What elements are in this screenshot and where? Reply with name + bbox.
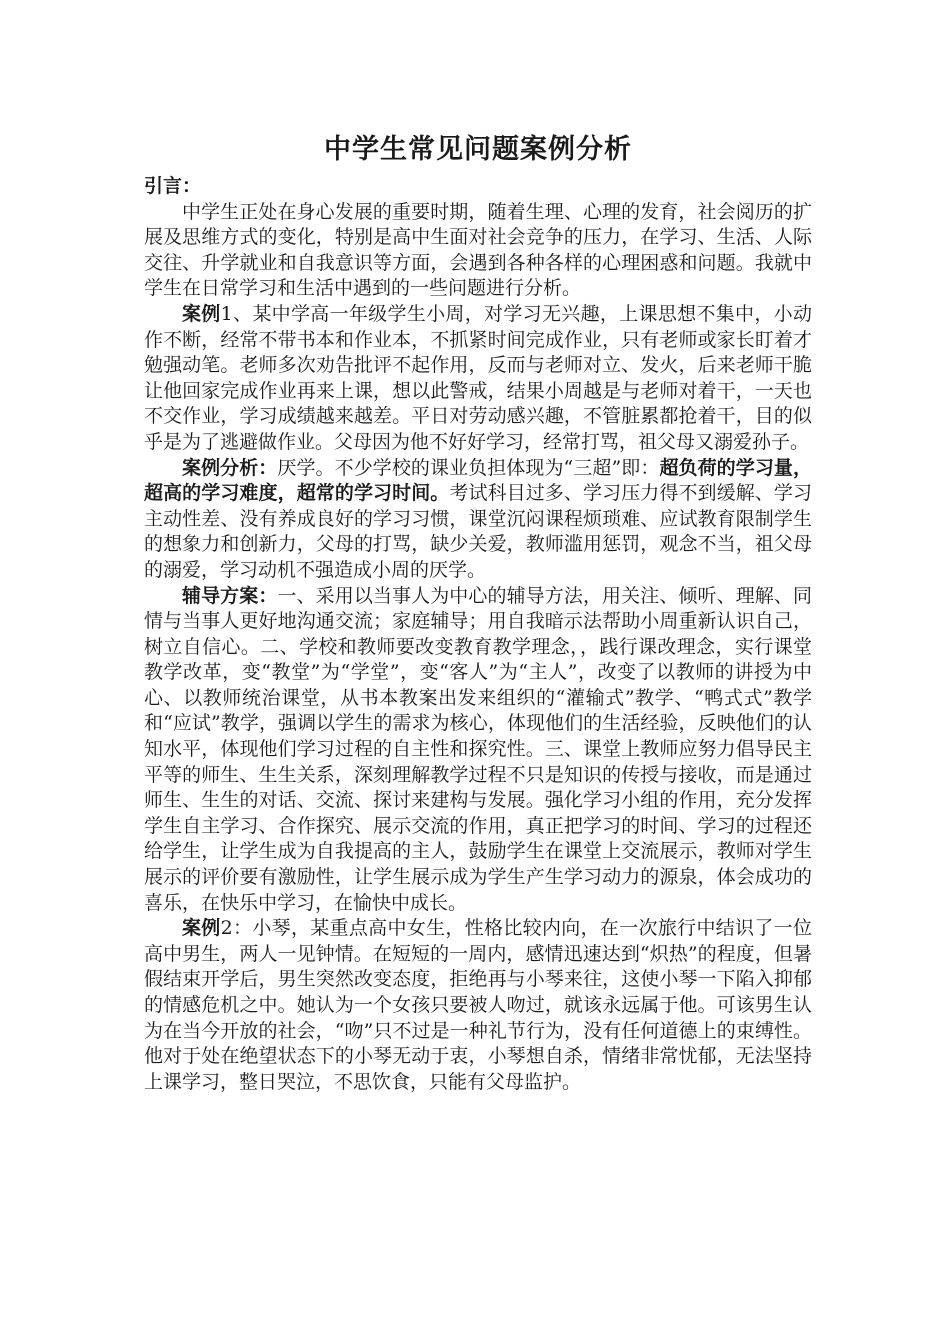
analysis-text-b: 考试科目过多、学习压力得不到缓解、学习主动性差、没有养成良好的学习习惯，课堂沉闷课程烦琐难、应试教育限制学生的想象力和创新力，父母的打骂，缺少关爱，教师滥用惩罚，观念不当，祖父母的溺爱，学习动机不强造成小周的厌学。 bbox=[144, 482, 812, 581]
analysis-label: 案例分析： bbox=[182, 456, 278, 479]
document-page bbox=[144, 130, 812, 1095]
case1-paragraph bbox=[144, 302, 812, 456]
plan-text: 一、采用以当事人为中心的辅导方法，用关注、倾听、理解、同情与当事人更好地沟通交流；家庭辅导；用自我暗示法帮助小周重新认识自己，树立自信心。二、学校和教师要改变教育教学理念，，践行课改理念，实行课堂教学改革，变“教堂”为“学堂”，变“客人”为“主人”，改变了以教师的讲授为中心、以教师统治课堂，从书本教案出发来组织的“灌输式”教学、“鸭式式”教学和“应试”教学，强调以学生的需求为核心，体现他们的生活经验，反映他们的认知水平，体现他们学习过程的自主性和探究性。三、课堂上教师应努力倡导民主平等的师生、生生关系，深刻理解教学过程不只是知识的传授与接收，而是通过师生、生生的对话、交流、探讨来建构与发展。强化学习小组的作用，充分发挥学生自主学习、合作探究、展示交流的作用，真正把学习的时间、学习的过程还给学生，让学生成为自我提高的主人，鼓励学生在课堂上交流展示，教师对学生展示的评价要有激励性，让学生展示成为学生产生学习动力的源泉，体会成功的喜乐，在快乐中学习，在愉快中成长。 bbox=[144, 584, 812, 914]
analysis-text-a: 厌学。不少学校的课业负担体现为“三超”即： bbox=[277, 456, 660, 479]
analysis-bold-text: 超负荷的学习量，超高的学习难度，超常的学习时间。 bbox=[144, 456, 812, 505]
case2-paragraph bbox=[144, 916, 812, 1095]
case2-label: 案例 bbox=[182, 917, 221, 940]
intro-paragraph: 中学生正处在身心发展的重要时期，随着生理、心理的发育，社会阅历的扩展及思维方式的变化，特别是高中生面对社会竞争的压力，在学习、生活、人际交往、升学就业和自我意识等方面，会遇到各种各样的心理困惑和问题。我就中学生在日常学习和生活中遇到的一些问题进行分析。 bbox=[144, 200, 812, 300]
plan-label: 辅导方案： bbox=[182, 584, 278, 607]
intro-label: 引言： bbox=[144, 175, 202, 197]
case1-text: 1、某中学高一年级学生小周，对学习无兴趣，上课思想不集中，小动作不断，经常不带书本和作业本，不抓紧时间完成作业，只有老师或家长盯着才勉强动笔。老师多次劝告批评不起作用，反而与老师对立、发火，后来老师干脆让他回家完成作业再来上课，想以此警戒，结果小周越是与老师对着干，一天也不交作业，学习成绩越来越差。平日对劳动感兴趣，不管脏累都抢着干，目的似乎是为了逃避做作业。父母因为他不好好学习，经常打骂，祖父母又溺爱孙子。 bbox=[144, 302, 812, 453]
plan-paragraph bbox=[144, 584, 812, 917]
analysis-paragraph bbox=[144, 456, 812, 584]
case1-label: 案例 bbox=[182, 302, 221, 325]
document-title: 中学生常见问题案例分析 bbox=[324, 134, 632, 165]
case2-text: 2：小琴，某重点高中女生，性格比较内向，在一次旅行中结识了一位高中男生，两人一见钟情。在短短的一周内，感情迅速达到“炽热”的程度，但暑假结束开学后，男生突然改变态度，拒绝再与小琴来往，这使小琴一下陷入抑郁的情感危机之中。她认为一个女孩只要被人吻过，就该永远属于他。可该男生认为在当今开放的社会，“吻”只不过是一种礼节行为，没有任何道德上的束缚性。他对于处在绝望状态下的小琴无动于衷，小琴想自杀，情绪非常忧郁，无法坚持上课学习，整日哭泣，不思饮食，只能有父母监护。 bbox=[144, 917, 812, 1093]
